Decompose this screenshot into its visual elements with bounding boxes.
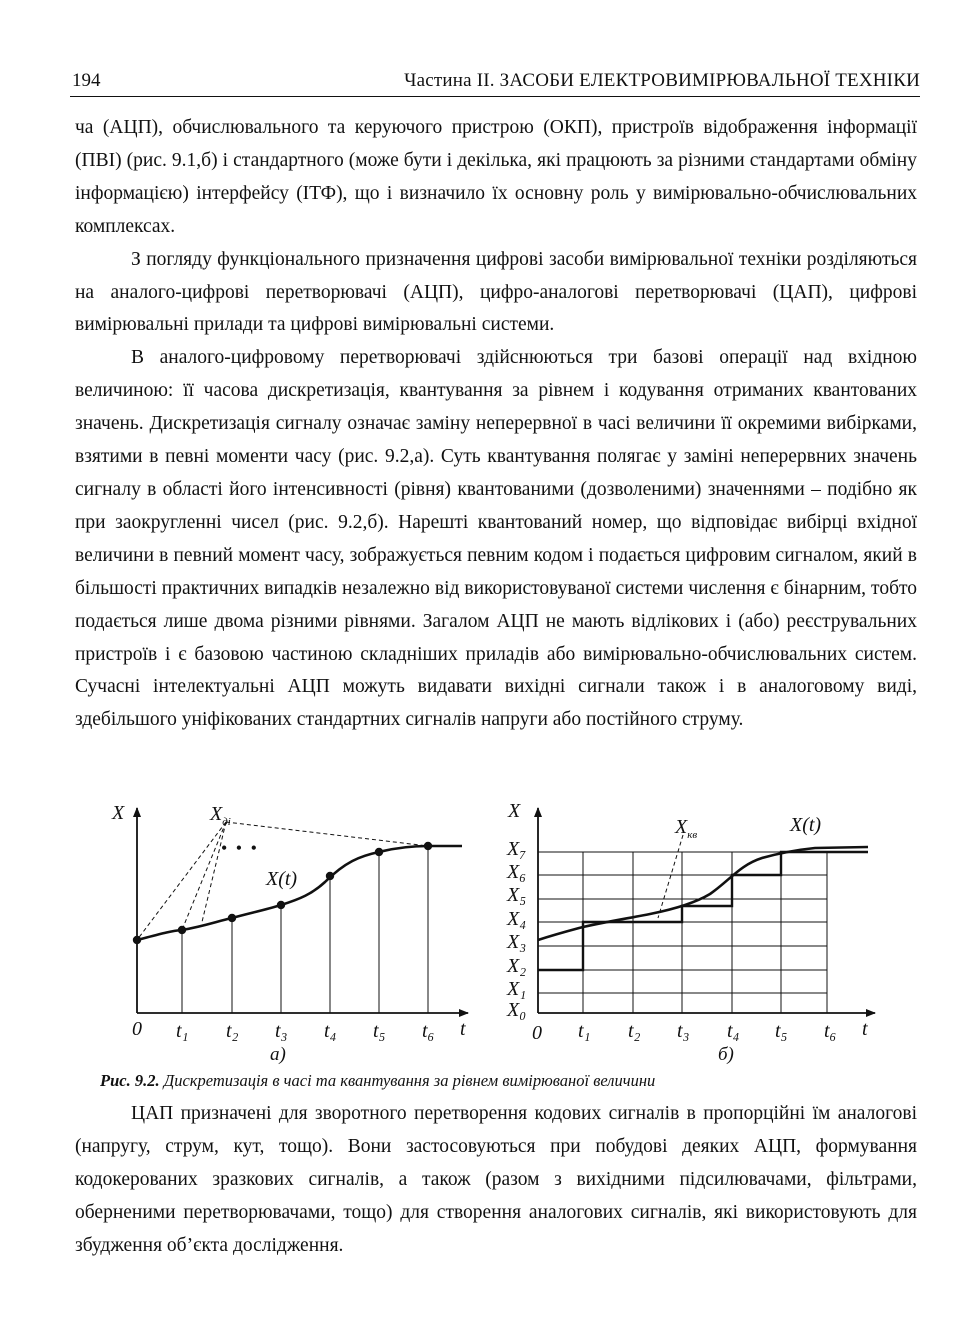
- panel-b-time-grid: [583, 852, 827, 1013]
- panel-a-y-label: X: [112, 802, 125, 824]
- panel-a-dots: • • •: [221, 838, 259, 858]
- panel-a-tick-5: t₅: [373, 1020, 386, 1042]
- paragraph-classification: З погляду функціонального призначення цифрові засоби вимірювальної техніки розділяються на аналого-цифрові перетворювачі (АЦП), цифро-аналогові перетворювачі (ЦАП), цифрові вимірювальні прилади та цифрові вимірювальні системи.: [75, 248, 917, 336]
- panel-b-x-label: t: [862, 1018, 868, 1040]
- level-x7: X₇: [507, 838, 527, 860]
- figure-drawing: [90, 800, 890, 1070]
- level-x5: X₅: [507, 884, 527, 906]
- level-x2: X₂: [507, 955, 527, 977]
- panel-a-drawing: [133, 808, 468, 1013]
- panel-b-label: б): [718, 1044, 734, 1065]
- panel-a-label: а): [270, 1044, 286, 1065]
- panel-a-curve-label: X(t): [266, 868, 298, 890]
- figure-caption: [100, 1071, 655, 1091]
- caption-number: Рис. 9.2.: [100, 1071, 160, 1090]
- figure-9-2: [90, 800, 890, 1070]
- caption-text: Дискретизація в часі та квантування за рівнем вимірюваної величини: [159, 1071, 656, 1090]
- paragraph-dac: ЦАП призначені для зворотного перетворення кодових сигналів в пропорційні їм аналогові (напругу, струм, кут, тощо). Вони застосовуються при побудові деяких АЦП, формування кодокерованих зразкових сигналів, а також (разом з вихідними підсилювачами, фільтрами, оберненими перетворювачами, тощо) для створення аналогових сигналів, які використовують для збудження об’єкта дослідження.: [75, 1103, 917, 1256]
- panel-b-staircase: [538, 852, 868, 970]
- panel-b-curve-label: X(t): [790, 814, 822, 836]
- panel-b-quant-label: $X_{кв}$: [675, 816, 698, 841]
- panel-b-tick-4: t₄: [727, 1020, 740, 1042]
- panel-a-tick-3: t₃: [275, 1020, 288, 1042]
- panel-a-tick-4: t₄: [324, 1020, 337, 1042]
- level-x0: X₀: [507, 999, 527, 1021]
- body-text-bottom: [75, 1098, 917, 1263]
- panel-b-tick-3: t₃: [677, 1020, 690, 1042]
- panel-b-tick-6: t₆: [824, 1020, 837, 1042]
- panel-b-tick-1: t₁: [578, 1020, 591, 1042]
- panel-a-tick-1: t₁: [176, 1020, 189, 1042]
- panel-a-origin: 0: [132, 1018, 142, 1040]
- panel-a-tick-6: t₆: [422, 1020, 435, 1042]
- level-x1: X₁: [507, 978, 527, 1000]
- level-x4: X₄: [507, 908, 527, 930]
- level-x6: X₆: [507, 861, 527, 883]
- panel-b-origin: 0: [532, 1022, 542, 1044]
- panel-b-curve: [538, 847, 868, 940]
- page-number: 194: [72, 70, 101, 91]
- paragraph-adc-operations: В аналого-цифровому перетворювачі здійснюються три базові операції над вхідною величиною: її часова дискретизація, квантування за рівнем і кодування отриманих квантованих значень. Дискретизація сигналу означає заміну неперервної в часі величини її окремими вибірками, взятими в певні моменти часу (рис. 9.2,а). Суть квантування полягає у заміні неперервних значень сигналу в області його інтенсивності (рівня) квантованими (дозволеними) значеннями – подібно як при заокругленні чисел (рис. 9.2,б). Нарешті квантований номер, що відповідає вибірці вхідної величини в певний момент часу, зображується певним кодом і подається цифровим сигналом, який в більшості практичних випадків незалежно від використовуваної системи числення є бінарним, тобто подається лише двома різними рівнями. Загалом АЦП не мають відлікових і (або) реєструвальних пристроїв і є базовою частиною складніших приладів або вимірювально-обчислювальних систем. Сучасні інтелектуальні АЦП можуть видавати вихідні сигнали також і в аналоговому виді, здебільшого уніфікованих стандартних сигналів напруги або постійного струму.: [75, 347, 917, 731]
- panel-a-x-label: t: [460, 1018, 466, 1040]
- panel-a-sample-label: $X_{ді}$: [210, 803, 231, 828]
- page-header: [70, 66, 920, 97]
- running-title: Частина ІІ. ЗАСОБИ ЕЛЕКТРОВИМІРЮВАЛЬНОЇ ТЕХНІКИ: [404, 70, 920, 91]
- panel-a-tick-2: t₂: [226, 1020, 239, 1042]
- panel-a-curve: [137, 846, 462, 940]
- panel-a-samples: [133, 842, 432, 944]
- panel-b-tick-2: t₂: [628, 1020, 641, 1042]
- panel-b-y-label: X: [508, 800, 521, 822]
- paragraph-continuation: ча (АЦП), обчислювального та керуючого пристрою (ОКП), пристроїв відображення інформації (ПВІ) (рис. 9.1,б) і стандартного (може бути і декілька, які працюють за різними стандартами обміну інформацією) інтерфейсу (ІТФ), що і визначило їх основну роль у вимірювально-обчислювальних комплексах.: [75, 117, 917, 237]
- body-text-top: [75, 112, 917, 737]
- panel-b-tick-5: t₅: [775, 1020, 788, 1042]
- panel-b-drawing: [538, 808, 875, 1013]
- level-x3: X₃: [507, 931, 527, 953]
